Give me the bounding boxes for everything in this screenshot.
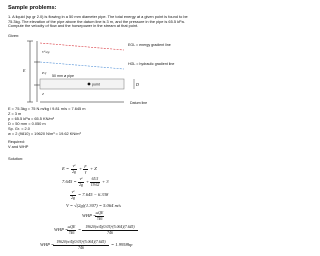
v-label: V²/2g <box>42 50 50 54</box>
equation-whp: WHP = ωQE 746 <box>82 211 104 221</box>
equation-velocity-head: v² 2g = 7.645 − 6.338 <box>71 190 109 200</box>
z-label: Z <box>42 92 44 96</box>
pipe-label: 50 mm ø pipe <box>52 74 74 78</box>
given-line: w = 2 (9810) = 19620 N/m³ = 19.62 KN/m³ <box>8 131 81 136</box>
solution-label: Solution: <box>8 156 24 161</box>
equation-whp-result: WHP = 19620(π/4)(0.05)²(5.064)(7.645) 746 = 1.9958hp <box>40 240 133 250</box>
e-label: E <box>23 68 26 73</box>
required-label: Required: <box>8 139 25 144</box>
svg-text:D: D <box>136 82 139 87</box>
eq-lhs: E = <box>62 166 70 171</box>
problem-statement: 1. A liquid (sp gr 2.0) is flowing in a 50 mm diameter pipe. The total energy at a given point is found to be 75.3kg. The elevation of the pipe above the datum line is 3 m, and the pressure in the pipe is 65.5 kPa. Compute the velocity of flow and the horsepower in the stream at that point. <box>8 14 188 29</box>
equation-substituted: 7.645 = v² 2g + 65.5 19.62 + 3 <box>62 177 109 187</box>
equation-velocity: V = √(2g)(1.307) = 5.064 m/s <box>66 203 121 208</box>
equation-energy: E = v² 2g + p γ + Z <box>62 164 97 174</box>
fraction-velocity-head: v² 2g <box>72 164 76 174</box>
required-value: V and WHP <box>8 144 29 149</box>
given-line: E = 75.3kg = 75 N.m/kg / 9.81 m/s = 7.645 m <box>8 106 86 111</box>
given-line: Z = 3 m <box>8 111 22 116</box>
given-line: p = 65.5 kPa = 65.5 KN/m² <box>8 116 55 121</box>
given-line: D = 50 mm = 0.050 m <box>8 121 46 126</box>
point-label: point <box>92 82 100 87</box>
hgl-line <box>40 62 124 69</box>
point-marker <box>88 83 91 86</box>
p-label: P/γ <box>42 71 47 75</box>
whp-result: = 1.9958hp <box>111 242 133 247</box>
datum-label: Datum line <box>130 101 148 105</box>
given-line: Sp. Gr. = 2.0 <box>8 126 30 131</box>
page-heading: Sample problems: <box>8 5 57 11</box>
equation-whp-substituted: WHP = ωQE 746 = 19620(π/4)(0.05)²(5.064)(7.645) 746 <box>54 225 135 235</box>
egl-line <box>40 43 124 50</box>
fraction-pressure-head: p γ <box>84 164 87 174</box>
pipe <box>40 79 124 89</box>
egl-label: EGL = energy gradient line <box>128 43 171 47</box>
hgl-label: HGL = hydraulic gradient line <box>128 62 175 66</box>
energy-line-diagram <box>22 38 175 105</box>
given-label: Given: <box>8 33 20 38</box>
